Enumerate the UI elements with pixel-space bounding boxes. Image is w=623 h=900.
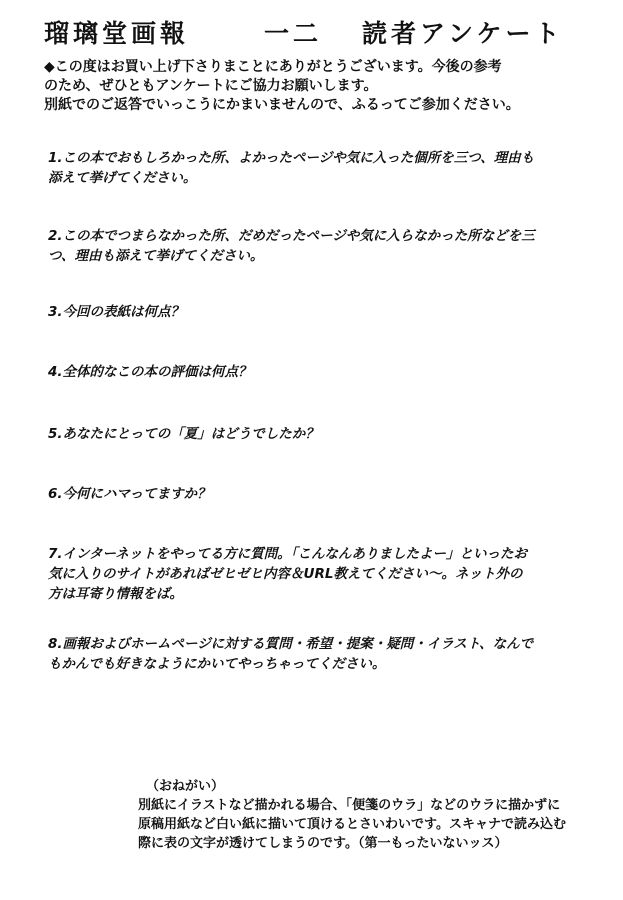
- question-line: 気に入りのサイトがあればゼヒゼヒ内容＆URL教えてください～。ネット外の: [48, 566, 523, 582]
- note-line: 原稿用紙など白い紙に描いて頂けるとさいわいです。スキャナで読み込む: [138, 817, 566, 832]
- question-4: [48, 362, 593, 382]
- intro-line: 別紙でのご返答でいっこうにかまいませんので、ふるってご参加ください。: [44, 97, 520, 113]
- question-line: 方は耳寄り情報をば。: [48, 586, 183, 602]
- issue-number: 一二: [264, 19, 323, 48]
- question-6: [48, 484, 593, 504]
- question-line: もかんでも好きなようにかいてやっちゃってください。: [48, 656, 386, 672]
- note-line: 際に表の文字が透けてしまうのです。（第一もったいないッス）: [138, 836, 508, 851]
- page-header: [44, 14, 584, 48]
- question-3: [48, 302, 593, 322]
- intro-line: ◆この度はお買い上げ下さりまことにありがとうございます。今後の参考: [44, 59, 502, 75]
- intro-paragraph: [44, 58, 589, 115]
- question-2: [48, 226, 593, 266]
- question-7: [48, 544, 593, 604]
- question-line: 6.今何にハマってますか？: [48, 486, 211, 502]
- request-note: [138, 777, 608, 853]
- question-line: 3.今回の表紙は何点？: [48, 304, 185, 320]
- question-line: 8.画報およびホームページに対する質問・希望・提案・疑問・イラスト、なんで: [48, 636, 534, 652]
- question-line: 1.この本でおもしろかった所、よかったページや気に入った個所を三つ、理由も: [48, 150, 535, 166]
- question-line: つ、理由も添えて挙げてください。: [48, 248, 264, 264]
- question-line: 7.インターネットをやってる方に質問。「こんなんありましたよー」といったお: [48, 546, 528, 562]
- question-8: [48, 634, 593, 674]
- question-1: [48, 148, 593, 188]
- survey-title: 読者アンケート: [362, 19, 564, 48]
- magazine-name: 瑠璃堂画報: [44, 19, 190, 48]
- question-line: 5.あなたにとっての「夏」はどうでしたか？: [48, 426, 319, 442]
- question-5: [48, 424, 593, 444]
- question-line: 4.全体的なこの本の評価は何点？: [48, 364, 252, 380]
- intro-line: のため、ぜひともアンケートにご協力お願いします。: [44, 78, 378, 94]
- note-heading: （おねがい）: [146, 779, 225, 794]
- question-line: 2.この本でつまらなかった所、だめだったページや気に入らなかった所などを三: [48, 228, 535, 244]
- note-line: 別紙にイラストなど描かれる場合、「便箋のウラ」などのウラに描かずに: [138, 798, 561, 813]
- question-line: 添えて挙げてください。: [48, 170, 197, 186]
